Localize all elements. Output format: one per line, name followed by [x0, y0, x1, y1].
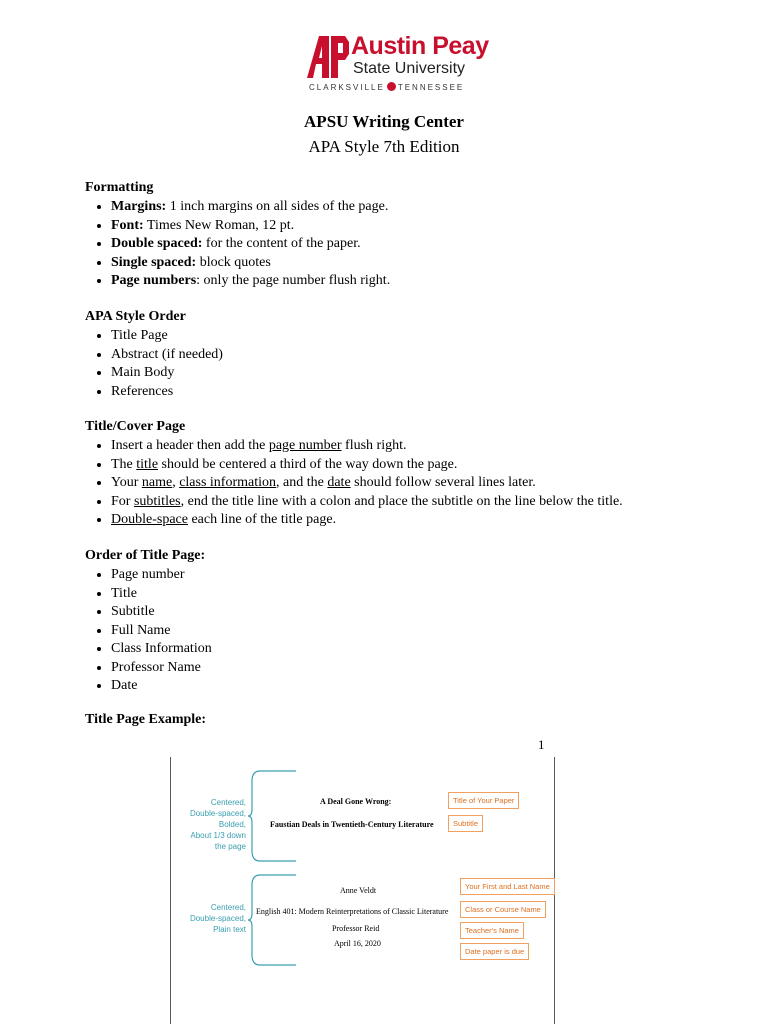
text: ,	[172, 475, 180, 490]
brace-title-icon	[248, 769, 298, 864]
note-line: Bolded,	[218, 820, 246, 829]
apsu-logo	[305, 32, 489, 94]
text: For	[111, 493, 134, 509]
item-text: block quotes	[196, 254, 271, 270]
logo-city-right: TENNESSEE	[397, 83, 465, 92]
list-item	[111, 493, 705, 512]
list-item: • Title Page	[111, 327, 705, 346]
underlined-text: subtitles	[133, 493, 181, 509]
list-item	[111, 254, 705, 273]
text: each line of the title page.	[187, 512, 337, 527]
example-paper-subtitle: Faustian Deals in Twentieth-Century Literature	[270, 820, 434, 829]
list-item	[111, 272, 705, 291]
title-order-list	[85, 566, 705, 696]
title-order-heading: Order of Title Page:	[85, 548, 206, 563]
logo-city	[309, 82, 464, 93]
example-date: April 16, 2020	[334, 939, 381, 948]
list-item	[111, 235, 705, 254]
list-item	[111, 198, 705, 217]
page-edge-left	[170, 757, 171, 1024]
page-title: APSU Writing Center	[304, 112, 464, 131]
example-course: English 401: Modern Reinterpretations of Classic Literature	[256, 907, 449, 916]
text: should follow several lines later.	[350, 475, 536, 490]
formatting-list	[85, 198, 705, 291]
title-page-example	[170, 735, 575, 1024]
item-label: Single spaced:	[111, 254, 197, 270]
example-section	[85, 711, 705, 730]
list-item: • Full Name	[111, 622, 705, 641]
list-item	[111, 474, 705, 493]
note-line: About 1/3 down	[190, 831, 246, 840]
underlined-text: title	[136, 456, 159, 472]
tag-date: Date paper is due	[460, 943, 529, 960]
item-text: for the content of the paper.	[202, 236, 361, 251]
title-order-section	[85, 547, 705, 696]
formatting-section	[85, 179, 705, 291]
text: The	[111, 456, 137, 472]
text: , and the	[276, 475, 328, 490]
example-heading: Title Page Example:	[85, 712, 207, 727]
underlined-text: page number	[268, 438, 342, 453]
text: Insert a header then add the	[111, 438, 269, 453]
list-item: • References	[111, 383, 705, 402]
list-item: • Professor Name	[111, 659, 705, 678]
item-text: 1 inch margins on all sides of the page.	[166, 199, 389, 214]
note-line: Double-spaced,	[189, 809, 246, 818]
logo-name: Austin Peay	[351, 32, 489, 60]
cover-list	[85, 437, 705, 530]
item-text: Times New Roman, 12 pt.	[143, 217, 295, 233]
order-section	[85, 308, 705, 401]
list-item: • Main Body	[111, 364, 705, 383]
item-label: Page numbers	[111, 273, 197, 288]
note-line: the page	[214, 842, 246, 851]
tag-course: Class or Course Name	[460, 901, 546, 918]
brace-info-icon	[248, 873, 298, 968]
page-subtitle: APA Style 7th Edition	[308, 137, 460, 156]
formatting-heading: Formatting	[85, 180, 154, 195]
note-line: Double-spaced,	[189, 914, 246, 923]
note-info-block	[172, 902, 246, 935]
example-author: Anne Veldt	[340, 886, 377, 895]
text: , end the title line with a colon and place the subtitle on the line below the title.	[180, 493, 623, 509]
tennessee-star-icon	[387, 82, 396, 91]
note-title-block	[172, 797, 246, 852]
cover-heading: Title/Cover Page	[85, 419, 186, 434]
text: should be centered a third of the way down the page.	[158, 456, 458, 472]
tag-title: Title of Your Paper	[448, 792, 519, 809]
list-item: • Title	[111, 585, 705, 604]
logo-city-left: CLARKSVILLE	[309, 83, 385, 92]
list-item: • Page number	[111, 566, 705, 585]
list-item: • Date	[111, 677, 705, 696]
order-list	[85, 327, 705, 401]
tag-teacher: Teacher's Name	[460, 922, 524, 939]
note-line: Centered,	[210, 798, 246, 807]
text: flush right.	[341, 438, 407, 453]
underlined-text: Double-space	[111, 512, 188, 527]
item-text: : only the page number flush right.	[196, 273, 391, 288]
item-label: Double spaced:	[111, 236, 203, 251]
logo-state: State University	[353, 60, 466, 77]
tag-name: Your First and Last Name	[460, 878, 555, 895]
underlined-text: date	[327, 475, 351, 490]
list-item: • Abstract (if needed)	[111, 346, 705, 365]
item-label: Margins:	[111, 199, 167, 214]
note-line: Centered,	[210, 903, 246, 912]
example-professor: Professor Reid	[332, 924, 380, 933]
list-item	[111, 456, 705, 475]
underlined-text: name	[141, 475, 173, 490]
list-item: • Class Information	[111, 640, 705, 659]
cover-section	[85, 418, 705, 530]
order-heading: APA Style Order	[85, 309, 186, 324]
text: Your	[111, 475, 142, 490]
example-paper-title: A Deal Gone Wrong:	[320, 797, 392, 806]
list-item	[111, 511, 705, 530]
note-line: Plain text	[213, 925, 246, 934]
ap-logo-mark-icon	[305, 34, 351, 80]
underlined-text: class information	[179, 475, 277, 490]
list-item: • Subtitle	[111, 603, 705, 622]
tag-subtitle: Subtitle	[448, 815, 483, 832]
example-page-number: 1	[538, 737, 545, 752]
list-item	[111, 217, 705, 236]
item-label: Font:	[111, 217, 144, 233]
list-item	[111, 437, 705, 456]
